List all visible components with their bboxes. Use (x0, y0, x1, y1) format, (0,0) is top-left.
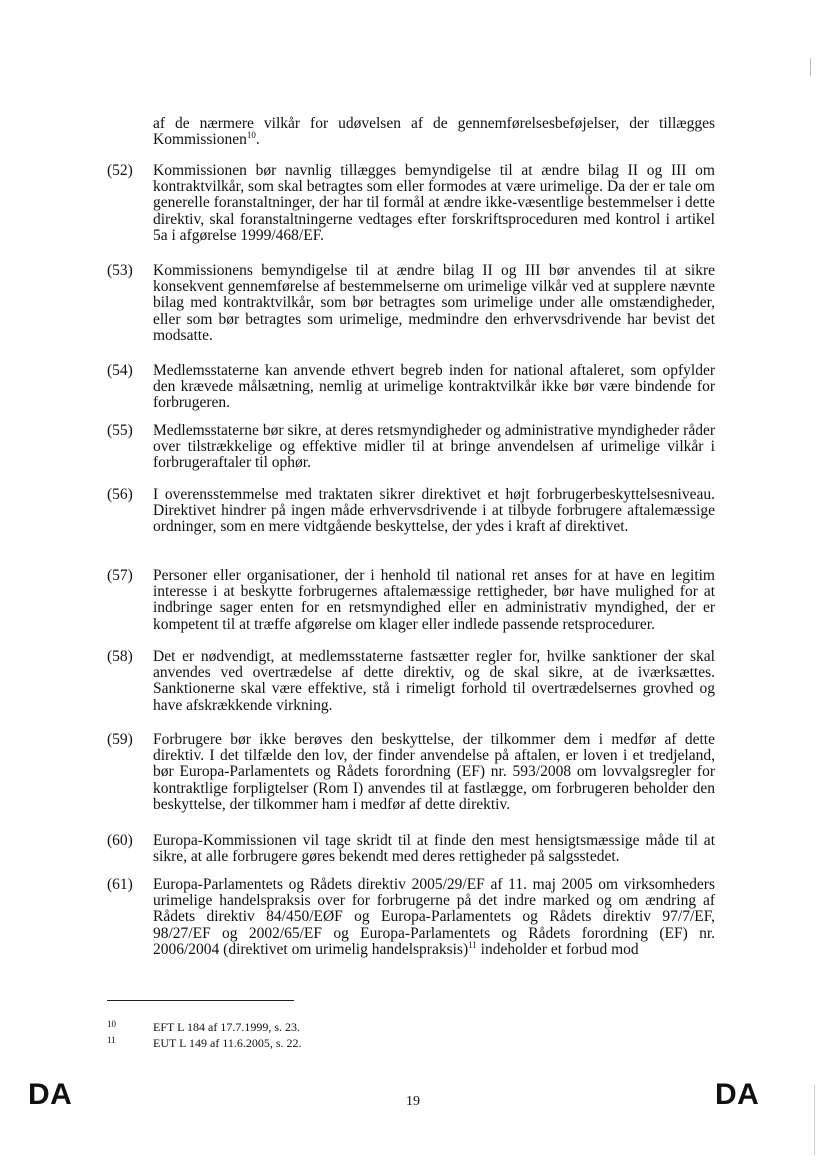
continuation-tail: . (255, 131, 260, 149)
recital-number: (58) (107, 648, 133, 665)
continuation-text: af de nærmere vilkår for udøvelsen af de gennemførelsesbeføjelser, der tillægges Kommissionen (153, 115, 715, 149)
recital-text: Kommissionens bemyndigelse til at ændre bilag II og III bør anvendes til at sikre konsekvent gennemførelse af bestemmelserne om urimelige vilkår ved at supplere nævnte bilag med kontraktvilkår, som bør betragtes som urimelige under alle omstændigheder, eller som bør betragtes som urimelige, medmindre den erhvervsdrivende har bevist det modsatte. (153, 262, 715, 344)
footnote-separator (107, 1000, 294, 1001)
footnote-mark: 10 (107, 1019, 116, 1029)
recital-57 (107, 568, 715, 633)
recital-58 (107, 649, 715, 714)
recital-55 (107, 423, 715, 472)
recital-61-tail: indeholder et forbud mod (476, 940, 639, 958)
recital-number: (54) (107, 362, 133, 379)
recital-text: Kommissionen bør navnlig tillægges bemyndigelse til at ændre bilag II og III om kontraktvilkår, som skal betragtes som eller formodes at være urimelige. Da der er tale om generelle foranstaltninger, der har til formål at ændre ikke-væsentlige bestemmelser i dette direktiv, skal foranstaltningerne vedtages efter forskriftsproceduren med kontrol i artikel 5a i afgørelse 1999/468/EF. (153, 162, 715, 244)
recital-text: Personer eller organisationer, der i henhold til national ret anses for at have en legitim interesse i at beskytte forbrugernes aftalemæssige rettigheder, bør have mulighed for at indbringe sager enten for en retsmyndighed eller en administrativ myndighed, der er kompetent til at træffe afgørelse om klager eller indlede passende retsprocedurer. (153, 567, 715, 633)
footnote-ref-11[interactable]: 11 (468, 939, 477, 950)
language-code-left: DA (28, 1078, 73, 1111)
language-code-right: DA (715, 1078, 760, 1111)
scan-artifact (814, 1085, 815, 1155)
recital-number: (55) (107, 422, 133, 439)
recital-61 (107, 877, 715, 958)
recital-number: (56) (107, 486, 133, 503)
recital-number: (53) (107, 262, 133, 279)
recital-number: (60) (107, 832, 133, 849)
recital-number: (57) (107, 567, 133, 584)
recital-text: Medlemsstaterne bør sikre, at deres retsmyndigheder og administrative myndigheder råder over tilstrækkelige og effektive midler til at bringe anvendelsen af urimelige vilkår i forbrugeraftaler til ophør. (153, 422, 715, 472)
recital-number: (61) (107, 876, 133, 893)
recital-text (153, 877, 715, 958)
recital-text: Forbrugere bør ikke berøves den beskyttelse, der tilkommer dem i medfør af dette direktiv. I det tilfælde den lov, der finder anvendelse på aftalen, er loven i et tredjeland, bør Europa-Parlamentets og Rådets forordning (EF) nr. 593/2008 om lovvalgsregler for kontraktlige forpligtelser (Rom I) anvendes til at fastlægge, om forbrugeren beholder den beskyttelse, der tilkommer ham i medfør af dette direktiv. (153, 731, 715, 813)
recital-59 (107, 732, 715, 813)
recital-text: Europa-Kommissionen vil tage skridt til at finde den mest hensigtsmæssige måde til at sikre, at alle forbrugere gøres bekendt med deres rettigheder på salgsstedet. (153, 832, 715, 866)
recital-number: (52) (107, 162, 133, 179)
recital-56 (107, 487, 715, 536)
recital-text: Det er nødvendigt, at medlemsstaterne fastsætter regler for, hvilke sanktioner der skal anvendes ved overtrædelse af dette direktiv, og de skal sikre, at de iværksættes. Sanktionerne skal være effektive, stå i rimeligt forhold til overtrædelsernes grovhed og have afskrækkende virkning. (153, 648, 715, 714)
recital-text: Medlemsstaterne kan anvende ethvert begreb inden for national aftaleret, som opfylder den krævede målsætning, nemlig at urimelige kontraktvilkår ikke bør være bindende for forbrugeren. (153, 362, 715, 412)
recital-52 (107, 163, 715, 244)
recital-53 (107, 263, 715, 344)
continuation-paragraph (153, 116, 715, 148)
page-number: 19 (406, 1094, 420, 1109)
footnote-text: EFT L 184 af 17.7.1999, s. 23. (153, 1020, 300, 1034)
footnote-text: EUT L 149 af 11.6.2005, s. 22. (153, 1036, 302, 1050)
recital-60 (107, 833, 715, 865)
footnote-mark: 11 (107, 1035, 116, 1045)
recital-54 (107, 363, 715, 412)
recital-61-text: Europa-Parlamentets og Rådets direktiv 2005/29/EF af 11. maj 2005 om virksomheders urimelige handelspraksis over for forbrugerne på det indre marked og om ændring af Rådets direktiv 84/450/EØF og Europa-Parlamentets og Rådets direktiv 97/7/EF, 98/27/EF og 2002/65/EF og Europa-Parlamentets og Rådets forordning (EF) nr. 2006/2004 (direktivet om urimelig handelspraksis) (153, 876, 715, 958)
footnote-ref-10[interactable]: 10 (246, 130, 256, 141)
recital-number: (59) (107, 731, 133, 748)
scan-artifact (810, 58, 811, 76)
recital-text: I overensstemmelse med traktaten sikrer direktivet et højt forbrugerbeskyttelsesniveau. Direktivet hindrer på ingen måde erhvervsdrivende i at tilbyde forbrugere aftalemæssige ordninger, som en mere vidtgående beskyttelse, der ydes i kraft af direktivet. (153, 486, 715, 536)
